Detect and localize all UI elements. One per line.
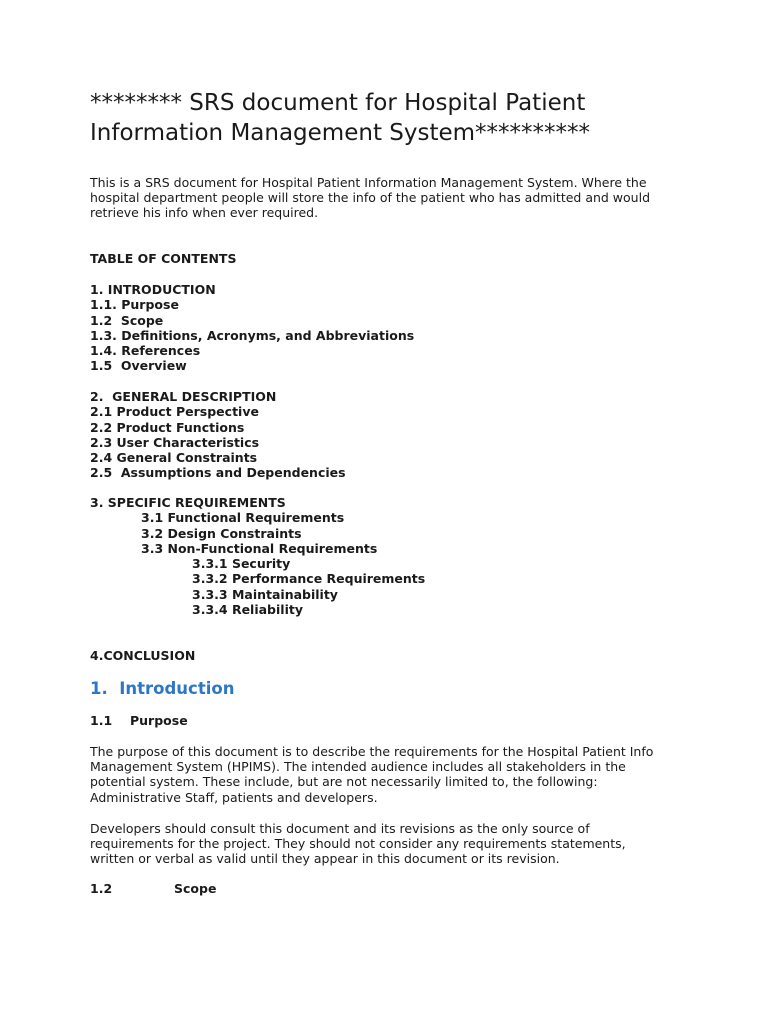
toc-item: 2.5 Assumptions and Dependencies (90, 465, 346, 481)
toc-item: 3.3 Non-Functional Requirements (141, 540, 378, 556)
purpose-paragraph-2: Developers should consult this document and its revisions as the only source of requirements for the project. They should not consider any requirements statements, written or verbal as valid until they appear in this document or its revision. (90, 821, 626, 867)
toc-item: 3.3.4 Reliability (192, 601, 303, 617)
toc-item: 1.2 Scope (90, 312, 164, 328)
toc-item: 3.2 Design Constraints (141, 525, 302, 541)
toc-item: 1.5 Overview (90, 358, 187, 374)
toc-item: 2.3 User Characteristics (90, 434, 260, 450)
subsection-number: 1.2 (90, 881, 113, 896)
toc-item: 2.4 General Constraints (90, 450, 258, 465)
toc-item: 1.4. References (90, 343, 201, 358)
subsection-heading-scope (90, 881, 216, 896)
toc-item: 3.1 Functional Requirements (141, 510, 345, 526)
section-heading-introduction: 1. Introduction (90, 679, 235, 698)
subsection-number: 1.1 (90, 713, 113, 728)
intro-paragraph: This is a SRS document for Hospital Patient Information Management System. Where the hospital department people will store the info of the patient who has admitted and would retrieve his info when ever required. (90, 175, 651, 221)
toc-item: 2.1 Product Perspective (90, 404, 259, 420)
document-title (90, 88, 730, 148)
toc-item: 1. INTRODUCTION (90, 282, 216, 297)
toc-item: 3. SPECIFIC REQUIREMENTS (90, 495, 286, 510)
subsection-label: Scope (174, 881, 217, 896)
toc-item: 3.3.2 Performance Requirements (192, 571, 426, 587)
purpose-paragraph-1: The purpose of this document is to describe the requirements for the Hospital Patient Info Management System (HPIMS). The intended audience includes all stakeholders in the potential system. These include, but are not necessarily limited to, the following: Administrative Staff, patients and developers. (90, 744, 654, 805)
toc-item: 3.3.1 Security (192, 556, 291, 571)
toc-heading: TABLE OF CONTENTS (90, 251, 237, 266)
toc-section-conclusion (90, 648, 195, 663)
toc-item: 3.3.3 Maintainability (192, 586, 338, 602)
toc-item: 2.2 Product Functions (90, 419, 245, 435)
toc-section-specific-requirements (90, 495, 425, 617)
toc-item: 1.1. Purpose (90, 297, 179, 313)
toc-item: 4.CONCLUSION (90, 648, 196, 663)
toc-section-general-description (90, 389, 346, 481)
toc-item: 2. GENERAL DESCRIPTION (90, 389, 277, 404)
document-title-line-2: Information Management System********** (90, 120, 591, 146)
subsection-heading-purpose (90, 713, 188, 728)
subsection-label: Purpose (130, 713, 188, 728)
document-title-line-1: ******** SRS document for Hospital Patient (90, 90, 586, 116)
toc-section-introduction (90, 282, 414, 374)
toc-item: 1.3. Definitions, Acronyms, and Abbreviations (90, 327, 415, 343)
